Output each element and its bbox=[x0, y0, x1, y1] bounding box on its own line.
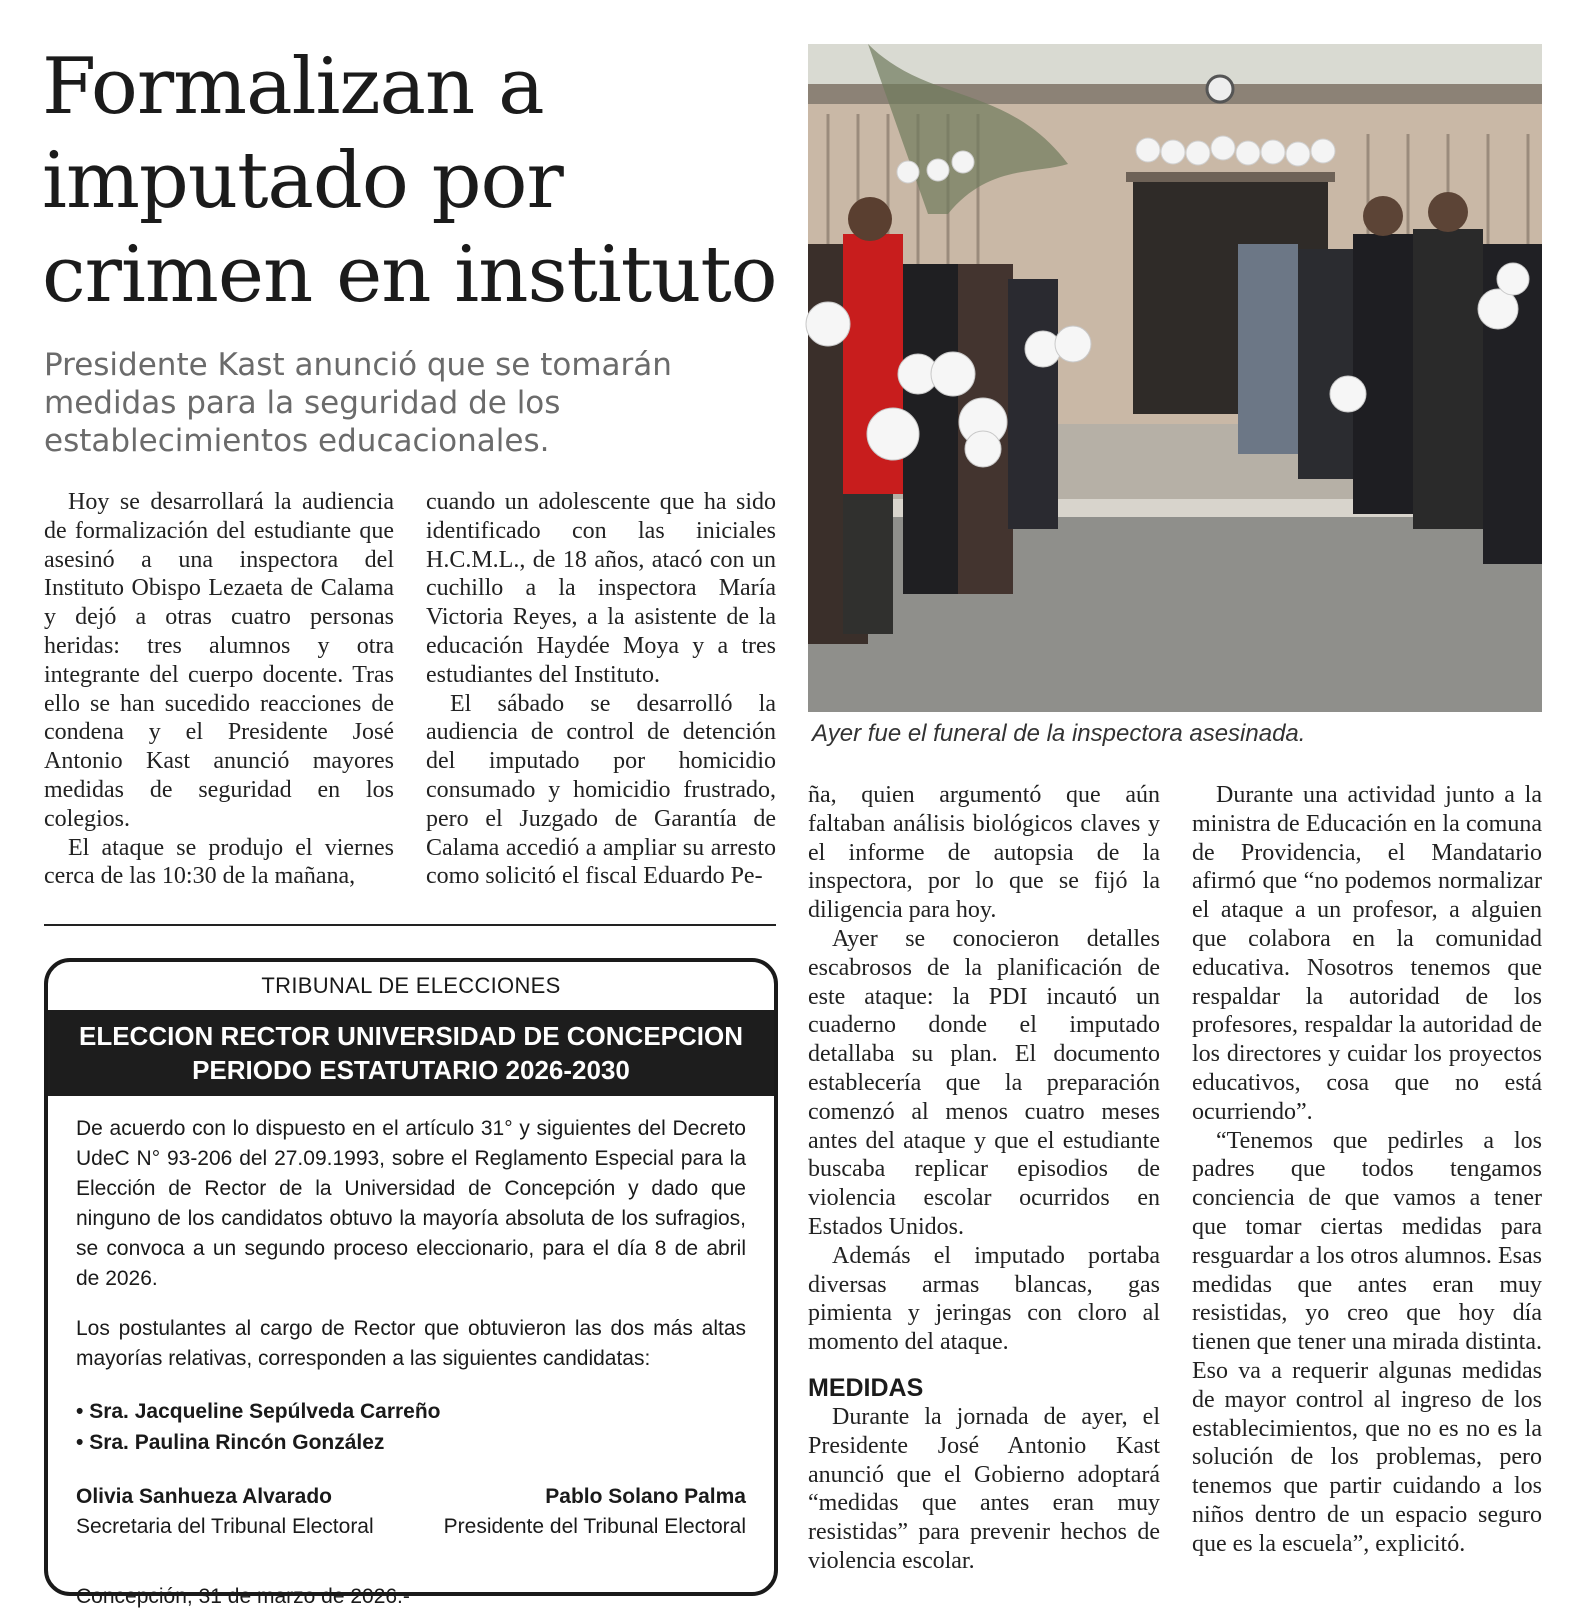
section-subtitle-medidas: MEDIDAS bbox=[808, 1373, 924, 1402]
article-paragraph: Durante una actividad junto a la ministra de Educación en la comuna de Providencia, el Mandatario afirmó que “no podemos normalizar el ataque a un profesor, a alguien que colabora en la comunidad educativa. Nosotros tenemos que respaldar la autoridad de los profesores, respaldar la autoridad de los directores y cuidar los proyectos educativos, cosa que no está ocurriendo”. bbox=[1192, 782, 1542, 1125]
article-paragraph: “Tenemos que pedirles a los padres que todos tengamos conciencia de que vamos a tener que tomar ciertas medidas para resguardar a los otros alumnos. Esas medidas que antes eran muy resistidas, yo creo que hoy día tienen que tener una mirada distinta. Eso va a requerir algunas medidas de mayor control al ingreso de los establecimientos, que no es no es la solución de los problemas, pero tenemos que partir cuidando a los niños dentro de un espacio seguro que es la escuela”, explicitó. bbox=[1192, 1127, 1542, 1557]
signer-president bbox=[444, 1482, 746, 1542]
notice-title-line-1: ELECCION RECTOR UNIVERSIDAD DE CONCEPCION bbox=[78, 1021, 744, 1051]
funeral-photo bbox=[808, 44, 1542, 712]
notice-title-band bbox=[48, 1010, 774, 1096]
headline: Formalizan a imputado por crimen en instituto bbox=[42, 42, 777, 320]
signer-role: Presidente del Tribunal Electoral bbox=[443, 1515, 746, 1538]
article-paragraph: Durante la jornada de ayer, el Presidente José Antonio Kast anunció que el Gobierno adoptará “medidas que antes eran muy resistidas” para prevenir hechos de violencia escolar. bbox=[808, 1403, 1160, 1574]
notice-title-line-2: PERIODO ESTATUTARIO 2026-2030 bbox=[192, 1055, 630, 1085]
photo-lamp bbox=[1207, 76, 1233, 102]
signer-name: Pablo Solano Palma bbox=[545, 1485, 746, 1508]
election-notice bbox=[44, 958, 778, 1608]
article-paragraph: Además el imputado portaba diversas armas blancas, gas pimienta y jeringas con cloro al momento del ataque. bbox=[808, 1242, 1160, 1356]
signatories bbox=[76, 1482, 746, 1542]
photo-caption: Ayer fue el funeral de la inspectora asesinada. bbox=[812, 720, 1306, 747]
article-paragraph: ña, quien argumentó que aún faltaban análisis biológicos claves y el informe de autopsia de la inspectora, por lo que se fijó la diligencia para hoy. bbox=[808, 782, 1160, 924]
notice-paragraph-2: Los postulantes al cargo de Rector que obtuvieron las dos más altas mayorías relativas, corresponden a las siguientes candidatas: bbox=[76, 1317, 746, 1370]
article-paragraph: El ataque se produjo el viernes cerca de las 10:30 de la mañana, bbox=[44, 834, 394, 890]
candidate-item: • Sra. Jacqueline Sepúlveda Carreño bbox=[76, 1396, 746, 1427]
candidate-list bbox=[76, 1396, 746, 1458]
article-paragraph: cuando un adolescente que ha sido identificado con las iniciales H.C.M.L., de 18 años, atacó con un cuchillo a la inspectora María Victoria Reyes, a la asistente de la educación Haydée Moya y a tres estudiantes del Instituto. bbox=[426, 489, 776, 688]
article-column-3 bbox=[808, 781, 1160, 1576]
article-column-2 bbox=[426, 488, 776, 891]
article-paragraph: Ayer se conocieron detalles escabrosos de la planificación de este ataque: la PDI incautó un cuaderno donde el imputado detallaba su plan. El documento establecería que la preparación comenzó al menos cuatro meses antes del ataque y que el estudiante buscaba replicar episodios de violencia escolar ocurridos en Estados Unidos. bbox=[808, 925, 1160, 1240]
article-column-1 bbox=[44, 488, 394, 891]
article-column-4 bbox=[1192, 781, 1542, 1559]
article-paragraph: Hoy se desarrollará la audiencia de formalización del estudiante que asesinó a una inspectora del Instituto Obispo Lezaeta de Calama y dejó a otras cuatro personas heridas: tres alumnos y otra integrante del cuerpo docente. Tras ello se han sucedido reacciones de condena y el Presidente José Antonio Kast anunció mayores medidas de seguridad en los colegios. bbox=[44, 489, 394, 832]
photo-door-frame bbox=[1126, 172, 1335, 182]
candidate-item: • Sra. Paulina Rincón González bbox=[76, 1427, 746, 1458]
notice-header: TRIBUNAL DE ELECCIONES bbox=[261, 973, 561, 998]
subheadline: Presidente Kast anunció que se tomarán medidas para la seguridad de los establecimientos educacionales. bbox=[44, 347, 672, 459]
signer-role: Secretaria del Tribunal Electoral bbox=[76, 1515, 374, 1538]
section-divider bbox=[44, 924, 776, 926]
article-paragraph: El sábado se desarrolló la audiencia de control de detención del imputado por homicidio consumado y homicidio frustrado, pero el Juzgado de Garantía de Calama accedió a ampliar su arresto como solicitó el fiscal Eduardo Pe- bbox=[426, 690, 776, 890]
signer-secretary bbox=[76, 1482, 374, 1542]
notice-paragraph-1: De acuerdo con lo dispuesto en el artículo 31° y siguientes del Decreto UdeC N° 93-206 del 27.09.1993, sobre el Reglamento Especial para la Elección de Rector de la Universidad de Concepción y dado que ninguno de los candidatos obtuvo la mayoría absoluta de los sufragios, se convoca a un segundo proceso eleccionario, para el día 8 de abril de 2026. bbox=[76, 1117, 746, 1290]
notice-date: Concepción, 31 de marzo de 2026.- bbox=[76, 1585, 410, 1608]
notice-body bbox=[48, 1096, 774, 1612]
signer-name: Olivia Sanhueza Alvarado bbox=[76, 1485, 332, 1508]
